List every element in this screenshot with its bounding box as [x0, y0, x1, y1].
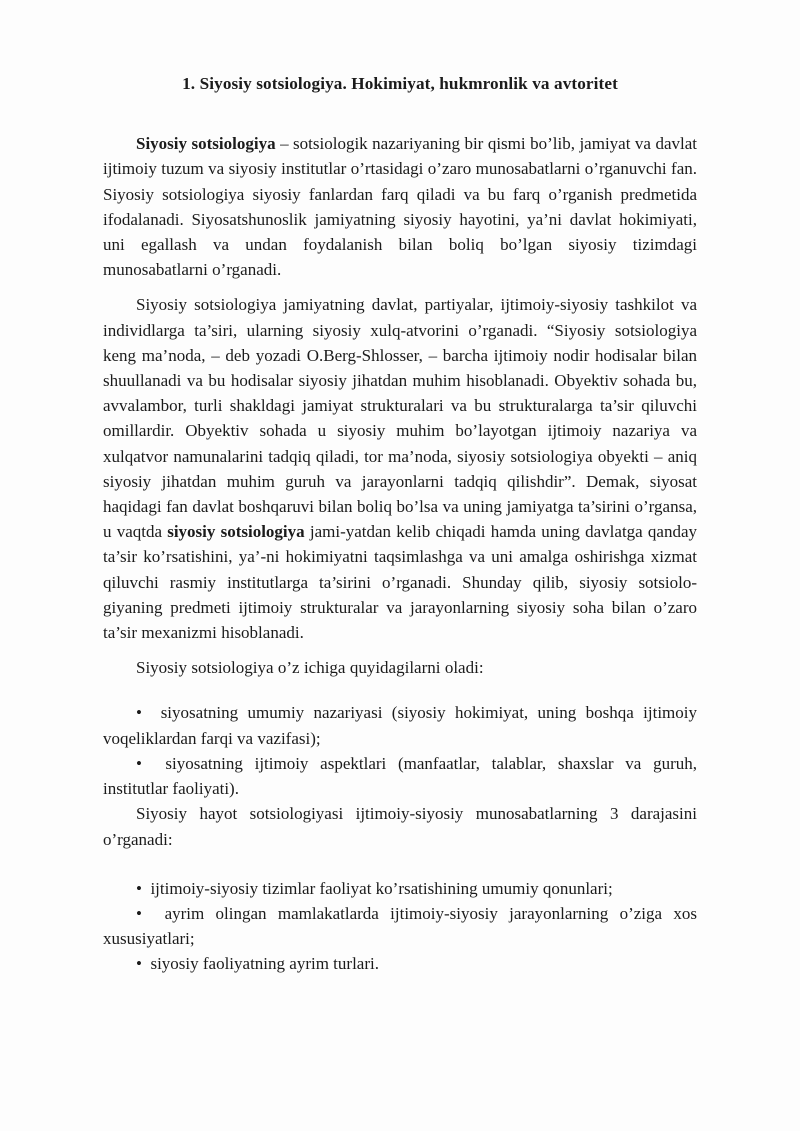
term-siyosiy-sotsiologiya-emphasis: siyosiy sotsiologiya [167, 522, 305, 542]
list-item-text: siyosatning umumiy nazariyasi (siyosiy hokimiyat, uning boshqa ijtimoiy voqeliklardan farqi va vazifasi); [103, 703, 697, 748]
bullet-marker-icon: • [136, 903, 142, 923]
list-item [103, 751, 697, 801]
paragraph-definition-text: – sotsiologik nazariyaning bir qismi bo’lib, jamiyat va davlat ijtimoiy tuzum va siyosiy institutlar o’rtasidagi o’zaro munosabatlarni o’rganuvchi fan. Siyosiy sotsiologiya siyosiy fanlardan farq qiladi va bu farq o’rganish predmetida ifodalanadi. Siyosatshunoslik jamiyatning siyosiy hayotini, ya’ni davlat hokimiyati, uni egallash va undan foydalanish bilan boliq bo’lgan siyosiy tizimdagi munosabatlarni o’rganadi. [103, 134, 697, 280]
page-content [103, 72, 697, 977]
list-item [103, 876, 697, 901]
paragraph-definition [103, 131, 697, 282]
bullet-marker-icon: • [136, 703, 142, 723]
paragraph-scope-part2: jami-yatdan kelib chiqadi hamda uning davlatga qanday ta’sir ko’rsatishini, ya’-ni hokimiyatni taqsimlashga va uni amalga oshirishga xizmat qiluvchi rasmiy institutlarga ta’sirini o’rganadi. Shunday qilib, siyosiy sotsiolo-giyaning predmeti ijtimoiy strukturalar va jarayonlarning siyosiy soha bilan o’zaro ta’sir mexanizmi hisoblanadi. [103, 522, 698, 643]
list-item-text: ijtimoiy-siyosiy tizimlar faoliyat ko’rsatishining umumiy qonunlari; [150, 878, 613, 898]
bullet-marker-icon: • [136, 753, 142, 773]
bullet-list-two [103, 876, 697, 977]
list-item [103, 700, 697, 750]
list-two-spacer [103, 862, 697, 876]
list-item-text: siyosiy faoliyatning ayrim turlari. [150, 954, 379, 974]
paragraph-scope-part1: Siyosiy sotsiologiya jamiyatning davlat, partiyalar, ijtimoiy-siyosiy tashkilot va individlarga ta’siri, ularning siyosiy xulq-atvorini o’rganadi. “Siyosiy sotsiologiya keng ma’noda, – deb yozadi O.Berg-Shlosser, – barcha ijtimoiy nodir hodisalar bilan shuullanadi va bu hodisalar siyosiy jihatdan muhim hisoblanadi. Obyektiv sohada bu, avvalambor, turli shakldagi jamiyat strukturalari va bu strukturalarga ta’sir qiluvchi omillardir. Obyektiv sohada u siyosiy muhim bo’layotgan ijtimoiy nazariya va xulqatvor namunalarini tadqiq qiladi, tor ma’noda, siyosiy sotsiologiya obyekti – aniq siyosiy jihatdan muhim guruh va jarayonlarni tadqiq qilishdir”. Demak, siyosat haqidagi fan davlat boshqaruvi bilan boliq bo’lsa va uning jamiyatga ta’sirini o’rgansa, u vaqtda [103, 295, 697, 542]
bullet-marker-icon: • [136, 878, 142, 898]
list-one-spacer [103, 690, 697, 700]
paragraph-list-intro: Siyosiy sotsiologiya o’z ichiga quyidagilarni oladi: [136, 658, 484, 678]
term-siyosiy-sotsiologiya: Siyosiy sotsiologiya [136, 134, 276, 154]
list-item [103, 901, 697, 951]
paragraph-scope [103, 292, 697, 645]
page-title: 1. Siyosiy sotsiologiya. Hokimiyat, hukmronlik va avtoritet [182, 74, 618, 93]
list-item-text: siyosatning ijtimoiy aspektlari (manfaatlar, talablar, shaxslar va guruh, institutlar faoliyati). [103, 753, 697, 799]
paragraph-three-levels: Siyosiy hayot sotsiologiyasi ijtimoiy-siyosiy munosabatlarning 3 darajasini o’rganadi: [103, 804, 697, 849]
title-spacer [103, 95, 697, 131]
bullet-marker-icon: • [136, 954, 142, 974]
list-item [103, 951, 697, 976]
list-item-text: ayrim olingan mamlakatlarda ijtimoiy-siyosiy jarayonlarning o’ziga xos xususiyatlari; [103, 903, 697, 949]
bullet-list-one [103, 700, 697, 801]
